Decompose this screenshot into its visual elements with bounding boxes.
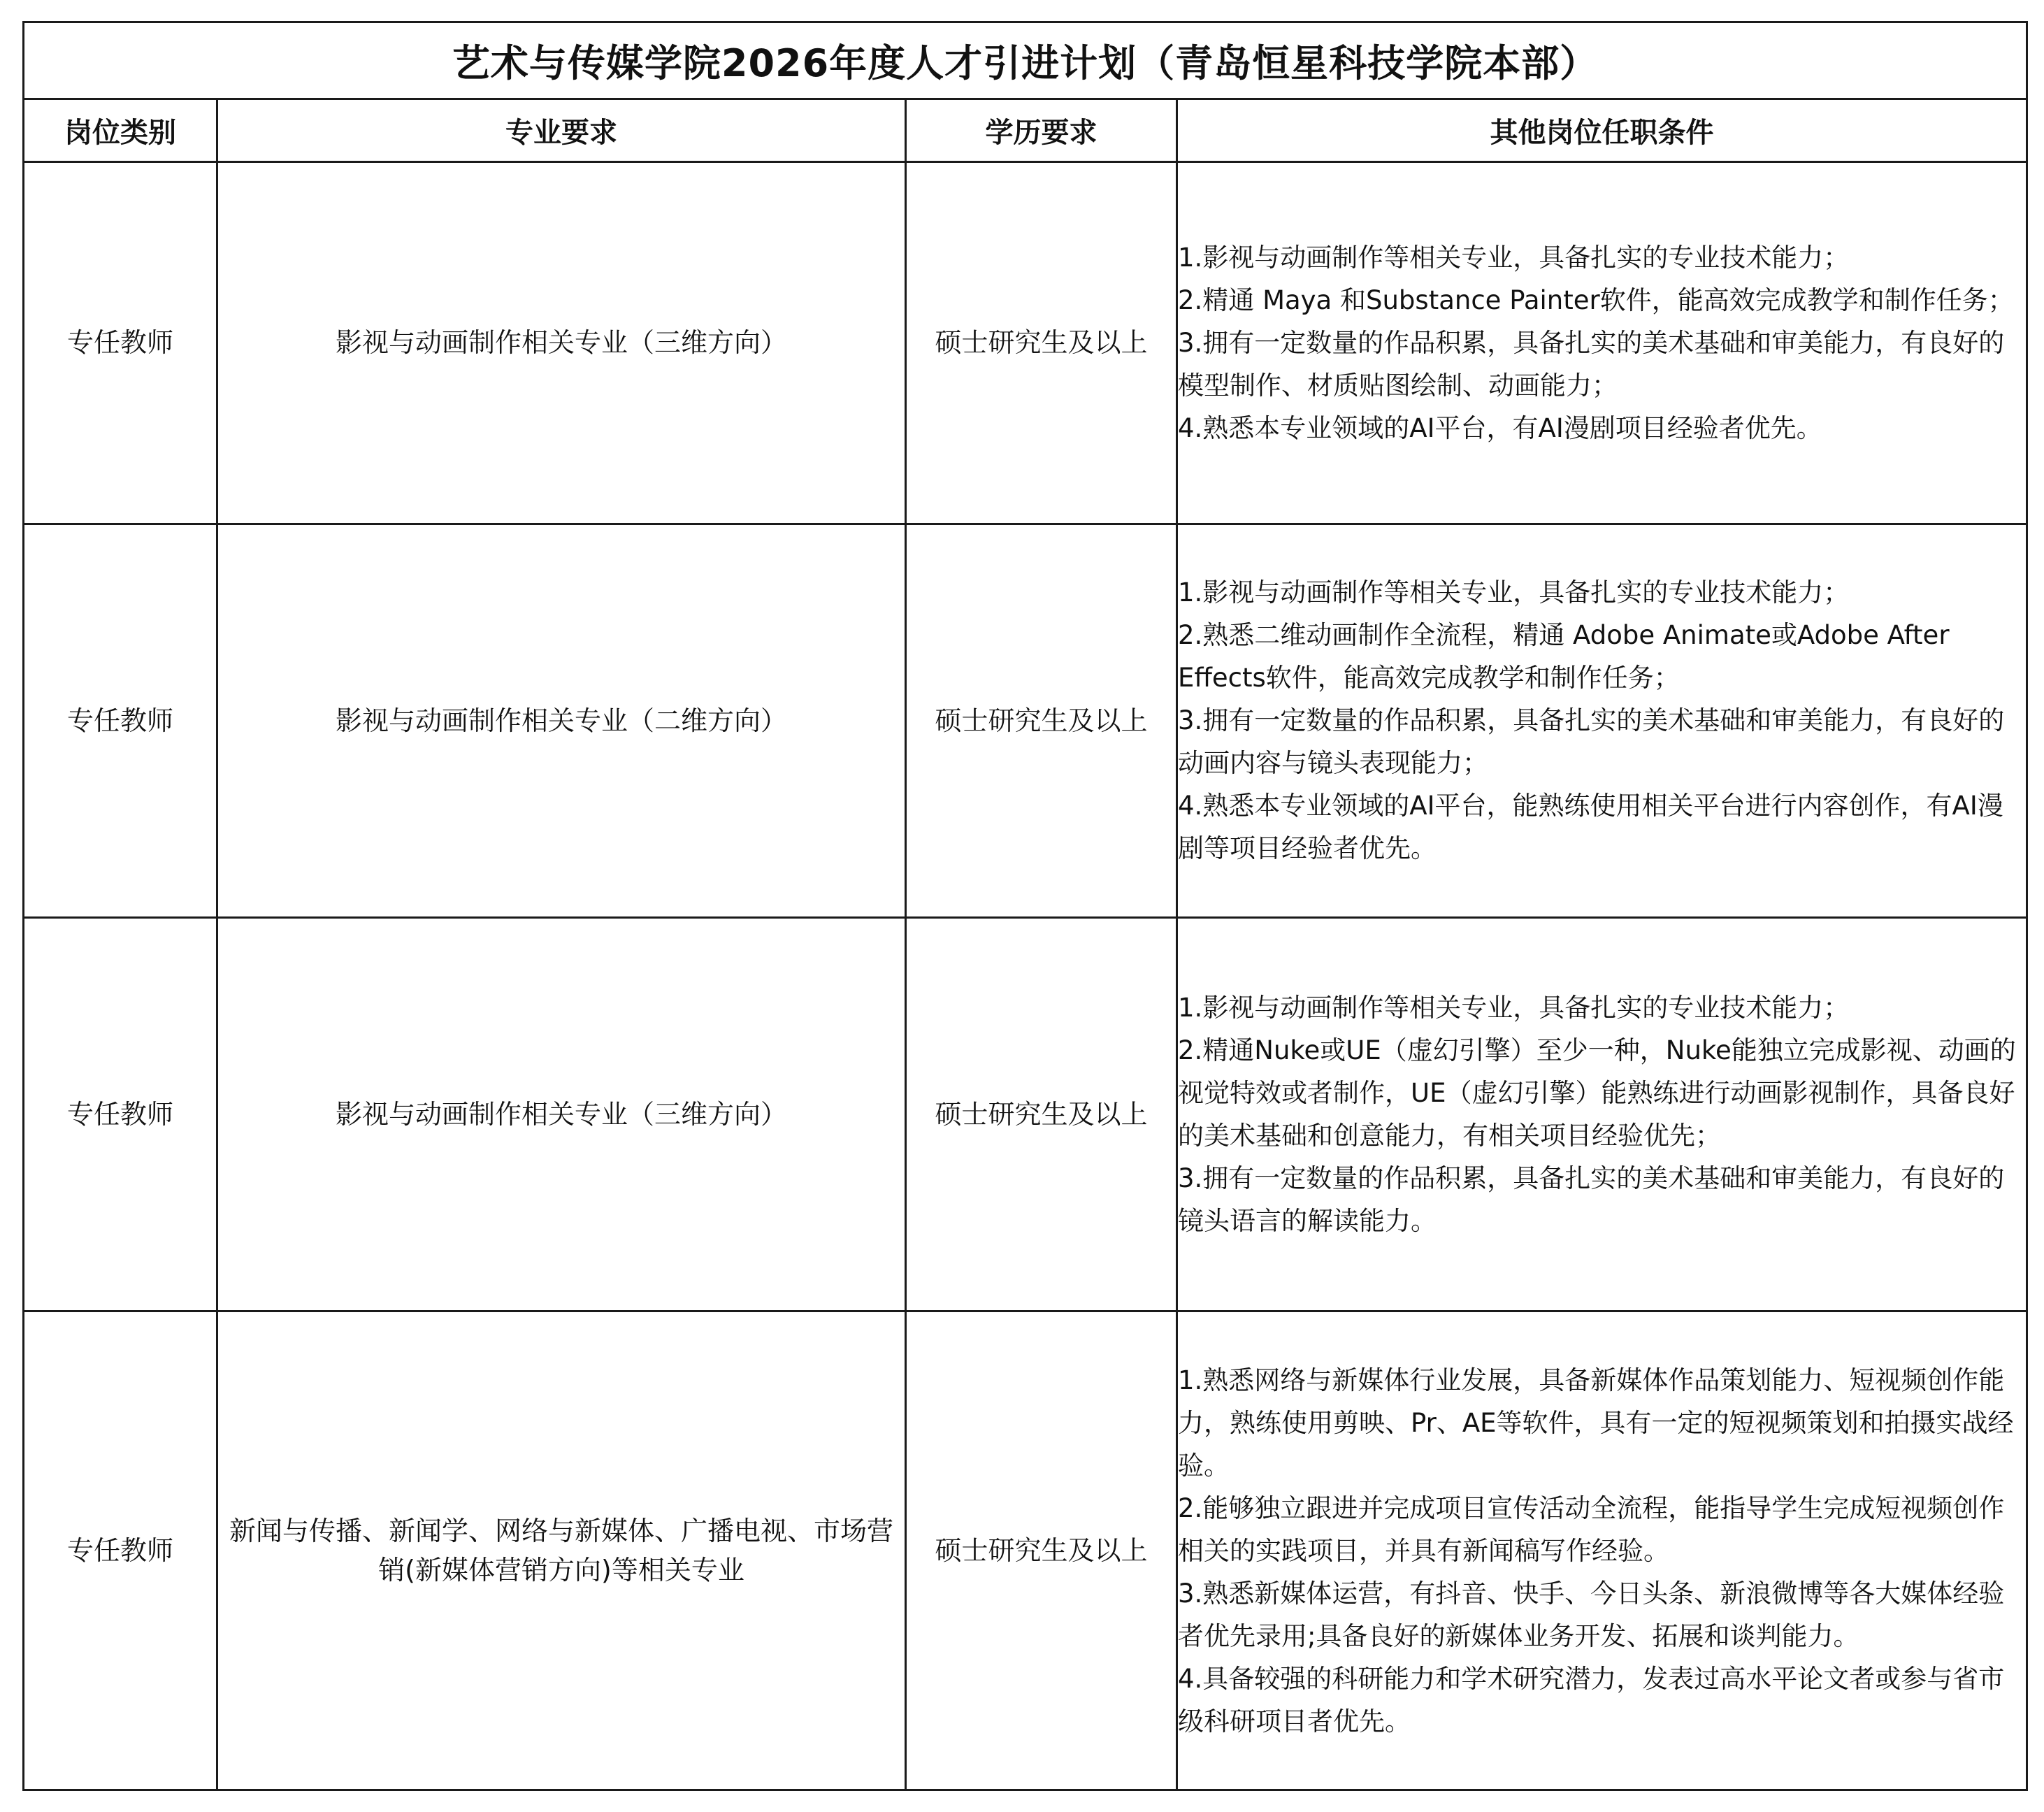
condition-item: 3.拥有一定数量的作品积累，具备扎实的美术基础和审美能力，有良好的模型制作、材质贴图绘制、动画能力； [1178, 327, 2005, 401]
position-category-cell: 专任教师 [24, 161, 217, 524]
education-requirement-cell: 硕士研究生及以上 [906, 524, 1177, 917]
position-category-cell: 专任教师 [24, 1311, 217, 1790]
title-row [24, 22, 2027, 99]
condition-item: 1.影视与动画制作等相关专业，具备扎实的专业技术能力； [1178, 577, 1850, 608]
header-category: 岗位类别 [24, 99, 217, 161]
condition-item: 1.影视与动画制作等相关专业，具备扎实的专业技术能力； [1178, 993, 1850, 1023]
recruitment-plan-sheet [22, 21, 2026, 1791]
header-row [24, 99, 2027, 161]
header-major: 专业要求 [217, 99, 906, 161]
condition-item: 3.拥有一定数量的作品积累，具备扎实的美术基础和审美能力，有良好的动画内容与镜头表现能力； [1178, 705, 2005, 779]
condition-item: 4.熟悉本专业领域的AI平台，有AI漫剧项目经验者优先。 [1178, 412, 1822, 443]
other-conditions-cell [1177, 161, 2027, 524]
major-requirement-cell: 影视与动画制作相关专业（三维方向） [217, 161, 906, 524]
other-conditions-cell [1177, 524, 2027, 917]
table-title: 艺术与传媒学院2026年度人才引进计划（青岛恒星科技学院本部） [24, 22, 2027, 99]
condition-item: 4.熟悉本专业领域的AI平台，能熟练使用相关平台进行内容创作，有AI漫剧等项目经验者优先。 [1178, 791, 2003, 864]
condition-item: 2.能够独立跟进并完成项目宣传活动全流程，能指导学生完成短视频创作相关的实践项目，并具有新闻稿写作经验。 [1178, 1493, 2005, 1566]
condition-item: 2.精通Nuke或UE（虚幻引擎）至少一种，Nuke能独立完成影视、动画的视觉特效或者制作，UE（虚幻引擎）能熟练进行动画影视制作，具备良好的美术基础和创意能力，有相关项目经验优先； [1178, 1035, 2016, 1151]
position-category-cell: 专任教师 [24, 524, 217, 917]
table-row [24, 1311, 2027, 1790]
education-requirement-cell: 硕士研究生及以上 [906, 161, 1177, 524]
position-category-cell: 专任教师 [24, 918, 217, 1311]
major-requirement-cell: 影视与动画制作相关专业（三维方向） [217, 918, 906, 1311]
table-row [24, 524, 2027, 917]
condition-item: 3.熟悉新媒体运营，有抖音、快手、今日头条、新浪微博等各大媒体经验者优先录用;具备良好的新媒体业务开发、拓展和谈判能力。 [1178, 1578, 2005, 1651]
condition-item: 1.影视与动画制作等相关专业，具备扎实的专业技术能力； [1178, 242, 1850, 273]
recruitment-plan-table [22, 21, 2028, 1791]
other-conditions-cell [1177, 1311, 2027, 1790]
condition-item: 2.熟悉二维动画制作全流程，精通 Adobe Animate或Adobe After Effects软件，能高效完成教学和制作任务； [1178, 620, 1950, 693]
condition-item: 4.具备较强的科研能力和学术研究潜力，发表过高水平论文者或参与省市级科研项目者优先。 [1178, 1663, 2005, 1736]
header-conditions: 其他岗位任职条件 [1177, 99, 2027, 161]
major-requirement-cell: 新闻与传播、新闻学、网络与新媒体、广播电视、市场营销(新媒体营销方向)等相关专业 [217, 1311, 906, 1790]
condition-item: 3.拥有一定数量的作品积累，具备扎实的美术基础和审美能力，有良好的镜头语言的解读能力。 [1178, 1163, 2005, 1237]
major-requirement-cell: 影视与动画制作相关专业（二维方向） [217, 524, 906, 917]
table-row [24, 161, 2027, 524]
other-conditions-cell [1177, 918, 2027, 1311]
education-requirement-cell: 硕士研究生及以上 [906, 1311, 1177, 1790]
condition-item: 2.精通 Maya 和Substance Painter软件，能高效完成教学和制作任务； [1178, 285, 2014, 315]
table-row [24, 918, 2027, 1311]
condition-item: 1.熟悉网络与新媒体行业发展，具备新媒体作品策划能力、短视频创作能力，熟练使用剪映、Pr、AE等软件，具有一定的短视频策划和拍摄实战经验。 [1178, 1365, 2014, 1481]
header-education: 学历要求 [906, 99, 1177, 161]
education-requirement-cell: 硕士研究生及以上 [906, 918, 1177, 1311]
